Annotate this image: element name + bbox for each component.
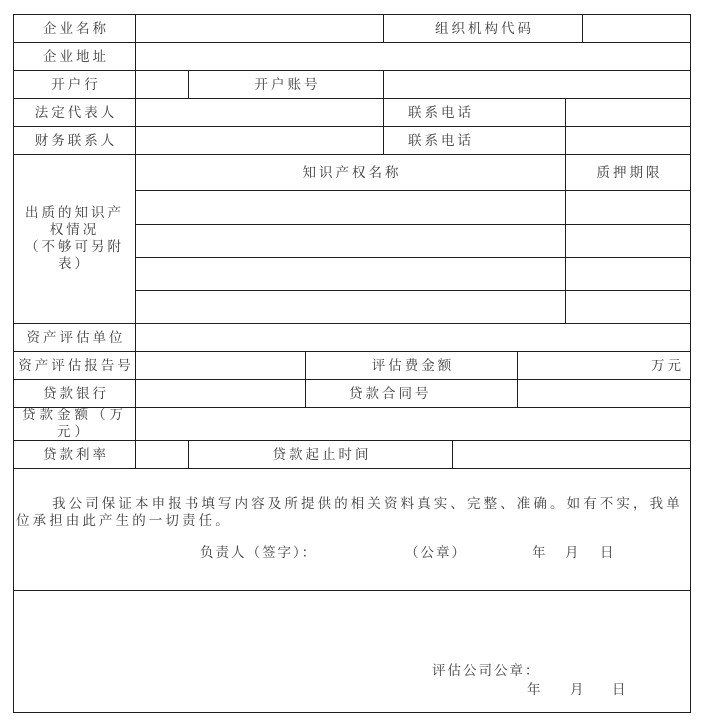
pledge-term-header-cell — [565, 154, 691, 191]
appraiser-day: 日 — [612, 682, 628, 698]
company-name-label-cell — [13, 14, 136, 43]
legal-rep-value-cell — [135, 98, 384, 127]
loan-rate-value-cell — [135, 440, 189, 469]
eval-report-no-label-cell — [13, 351, 136, 380]
company-name-label: 企业名称 — [43, 20, 109, 37]
legal-rep-label-cell — [13, 98, 136, 127]
bank-label: 开户行 — [51, 76, 101, 93]
bank-label-cell — [13, 70, 136, 99]
loan-bank-label: 贷款银行 — [43, 385, 109, 402]
appraiser-seal-label: 评估公司公章： — [432, 663, 541, 679]
appraiser-month: 月 — [570, 682, 586, 698]
pledge-term-header: 质押期限 — [596, 164, 663, 181]
loan-period-label-cell — [188, 440, 453, 469]
company-name-value-cell — [135, 14, 384, 43]
company-address-label-cell — [13, 42, 136, 71]
eval-unit-label-cell — [13, 323, 136, 352]
legal-rep-phone-label-cell — [383, 98, 566, 127]
ip-pledge-section-note: （不够可另附表） — [25, 239, 124, 272]
loan-contract-no-label: 贷款合同号 — [349, 385, 432, 402]
org-code-value-cell — [582, 14, 691, 43]
pledge-term-row-2-cell — [565, 224, 691, 258]
loan-period-label: 贷款起止时间 — [272, 446, 372, 463]
eval-report-no-value-cell — [135, 351, 306, 380]
declaration-year: 年 — [532, 545, 548, 561]
org-code-label-cell — [383, 14, 583, 43]
pledge-term-row-1-cell — [565, 190, 691, 225]
account-label-cell — [188, 70, 384, 99]
loan-amount-label-cell — [13, 407, 136, 441]
ip-name-row-4-cell — [135, 290, 566, 324]
declaration-statement: 我公司保证本申报书填写内容及所提供的相关资料真实、完整、准确。如有不实，我单位承担由此产生的一切责任。 — [16, 496, 683, 529]
ip-name-header: 知识产权名称 — [302, 164, 402, 181]
account-value-cell — [383, 70, 691, 99]
ip-pledge-section-label: 出质的知识产权情况 — [25, 205, 124, 238]
ip-pledge-section-label-cell — [13, 154, 136, 324]
ip-name-row-3-cell — [135, 257, 566, 291]
pledge-term-row-4-cell — [565, 290, 691, 324]
declaration-day: 日 — [600, 545, 616, 561]
finance-phone-label: 联系电话 — [408, 132, 474, 149]
loan-bank-label-cell — [13, 379, 136, 408]
legal-rep-label: 法定代表人 — [34, 104, 118, 121]
legal-rep-phone-value-cell — [565, 98, 691, 127]
ip-name-row-1-cell — [135, 190, 566, 225]
appraiser-seal-cell — [13, 590, 691, 713]
bank-value-cell — [135, 70, 189, 99]
loan-bank-value-cell — [135, 379, 306, 408]
eval-unit-label: 资产评估单位 — [26, 329, 126, 346]
loan-rate-label: 贷款利率 — [43, 446, 109, 463]
loan-rate-label-cell — [13, 440, 136, 469]
loan-period-value-cell — [452, 440, 691, 469]
org-code-label: 组织机构代码 — [435, 20, 534, 37]
finance-phone-value-cell — [565, 126, 691, 155]
eval-fee-unit: 万元 — [651, 357, 684, 374]
declaration-month: 月 — [565, 545, 581, 561]
legal-rep-phone-label: 联系电话 — [408, 104, 474, 121]
account-label: 开户账号 — [254, 76, 321, 93]
eval-fee-value-cell — [517, 351, 691, 380]
appraiser-year: 年 — [527, 682, 543, 698]
company-address-value-cell — [135, 42, 691, 71]
ip-name-header-cell — [135, 154, 566, 191]
company-seal-label: （公章） — [405, 545, 467, 561]
pledge-term-row-3-cell — [565, 257, 691, 291]
finance-phone-label-cell — [383, 126, 566, 155]
loan-contract-no-label-cell — [305, 379, 518, 408]
eval-fee-label: 评估费金额 — [371, 357, 455, 374]
finance-contact-value-cell — [135, 126, 384, 155]
finance-contact-label: 财务联系人 — [34, 132, 118, 149]
eval-fee-label-cell — [305, 351, 518, 380]
eval-report-no-label: 资产评估报告号 — [18, 357, 134, 374]
loan-amount-label: 贷款金额（万元） — [22, 407, 127, 440]
eval-unit-value-cell — [135, 323, 691, 352]
signer-label: 负责人（签字）： — [200, 545, 318, 561]
ip-name-row-2-cell — [135, 224, 566, 258]
declaration-cell — [13, 468, 691, 591]
company-address-label: 企业地址 — [43, 48, 109, 65]
loan-contract-no-value-cell — [517, 379, 691, 408]
finance-contact-label-cell — [13, 126, 136, 155]
loan-amount-value-cell — [135, 407, 691, 441]
